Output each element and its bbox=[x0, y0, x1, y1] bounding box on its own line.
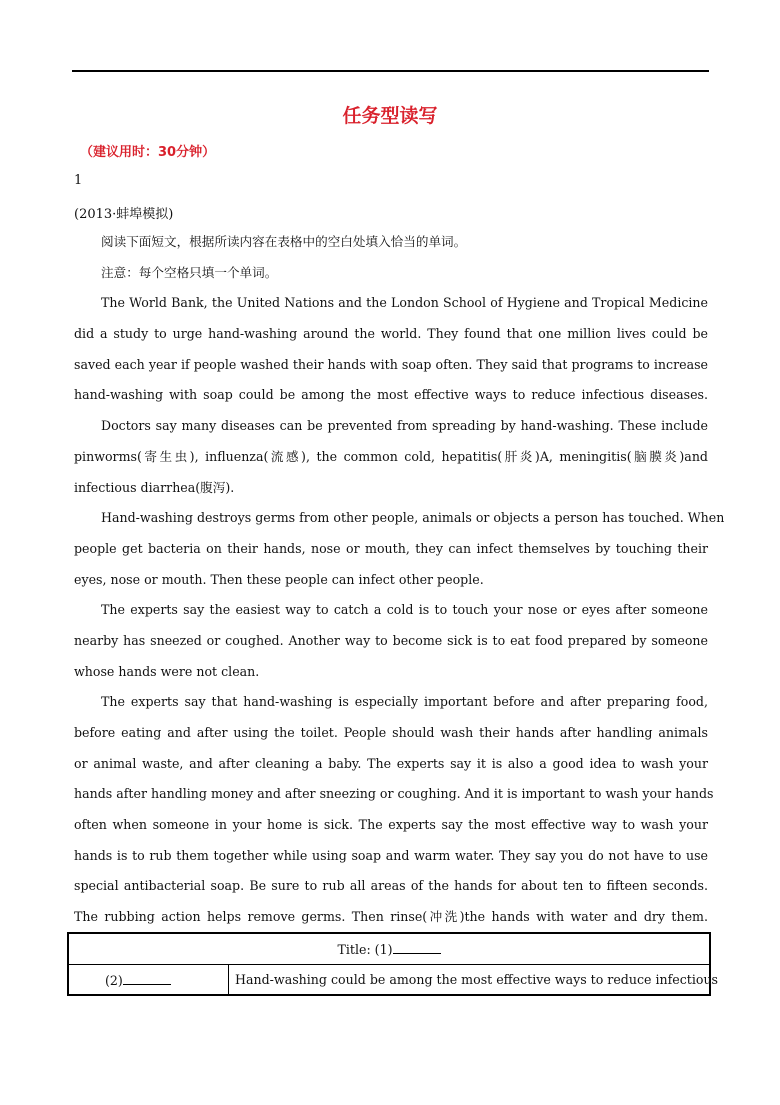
passage-line: saved each year if people washed their hands with soap often. They said that programs to increase bbox=[74, 357, 708, 372]
passage-line: hands is to rub them together while using soap and warm water. They say you do not have to use bbox=[74, 848, 708, 863]
title-label: Title: (1) bbox=[337, 942, 393, 957]
passage-line: often when someone in your home is sick. The experts say the most effective way to wash your bbox=[74, 817, 708, 832]
passage-line: hand-washing with soap could be among the most effective ways to reduce infectious diseases. bbox=[74, 387, 708, 402]
passage-line: people get bacteria on their hands, nose or mouth, they can infect themselves by touching their bbox=[74, 541, 708, 556]
passage-line: pinworms(寄生虫), influenza(流感), the common cold, hepatitis(肝炎)A, meningitis(脑膜炎)and bbox=[74, 449, 708, 464]
instruction-line: 注意：每个空格只填一个单词。 bbox=[101, 265, 278, 280]
blank-2[interactable] bbox=[123, 972, 171, 985]
passage-line: infectious diarrhea(腹泻). bbox=[74, 480, 235, 495]
passage-line: The experts say that hand-washing is especially important before and after preparing food, bbox=[101, 694, 708, 709]
question-source: (2013·蚌埠模拟) bbox=[74, 207, 174, 222]
passage-line: before eating and after using the toilet. People should wash their hands after handling animals bbox=[74, 725, 708, 740]
page-title: 任务型读写 bbox=[342, 105, 438, 127]
question-number: 1 bbox=[74, 173, 83, 188]
passage-line: whose hands were not clean. bbox=[74, 664, 260, 679]
passage-line: The experts say the easiest way to catch a cold is to touch your nose or eyes after someone bbox=[101, 602, 708, 617]
passage-line: hands after handling money and after sneezing or coughing. And it is important to wash your hands bbox=[74, 786, 714, 801]
table-title-cell bbox=[69, 941, 709, 957]
passage-line: eyes, nose or mouth. Then these people can infect other people. bbox=[74, 572, 484, 587]
passage-line: The rubbing action helps remove germs. Then rinse(冲洗)the hands with water and dry them. bbox=[74, 909, 708, 924]
passage-line: Doctors say many diseases can be prevented from spreading by hand-washing. These include bbox=[101, 418, 708, 433]
row2-content: Hand-washing could be among the most effective ways to reduce infectious bbox=[235, 972, 719, 987]
instruction-line: 阅读下面短文，根据所读内容在表格中的空白处填入恰当的单词。 bbox=[101, 234, 467, 249]
passage-line: or animal waste, and after cleaning a baby. The experts say it is also a good idea to wash your bbox=[74, 756, 708, 771]
passage-line: nearby has sneezed or coughed. Another way to become sick is to eat food prepared by someone bbox=[74, 633, 708, 648]
passage-line: Hand-washing destroys germs from other people, animals or objects a person has touched. When bbox=[101, 510, 725, 525]
top-rule bbox=[72, 70, 709, 72]
passage-line: The World Bank, the United Nations and the London School of Hygiene and Tropical Medicine bbox=[101, 295, 708, 310]
table-row-label-cell bbox=[69, 965, 229, 996]
table-title-row bbox=[69, 934, 709, 965]
passage-line: did a study to urge hand-washing around the world. They found that one million lives could be bbox=[74, 326, 708, 341]
blank-1[interactable] bbox=[393, 941, 441, 954]
time-note: （建议用时：30分钟） bbox=[80, 145, 216, 160]
answer-table bbox=[67, 932, 719, 996]
row2-label: (2) bbox=[105, 973, 123, 988]
passage-line: special antibacterial soap. Be sure to rub all areas of the hands for about ten to fifteen seconds. bbox=[74, 878, 708, 893]
